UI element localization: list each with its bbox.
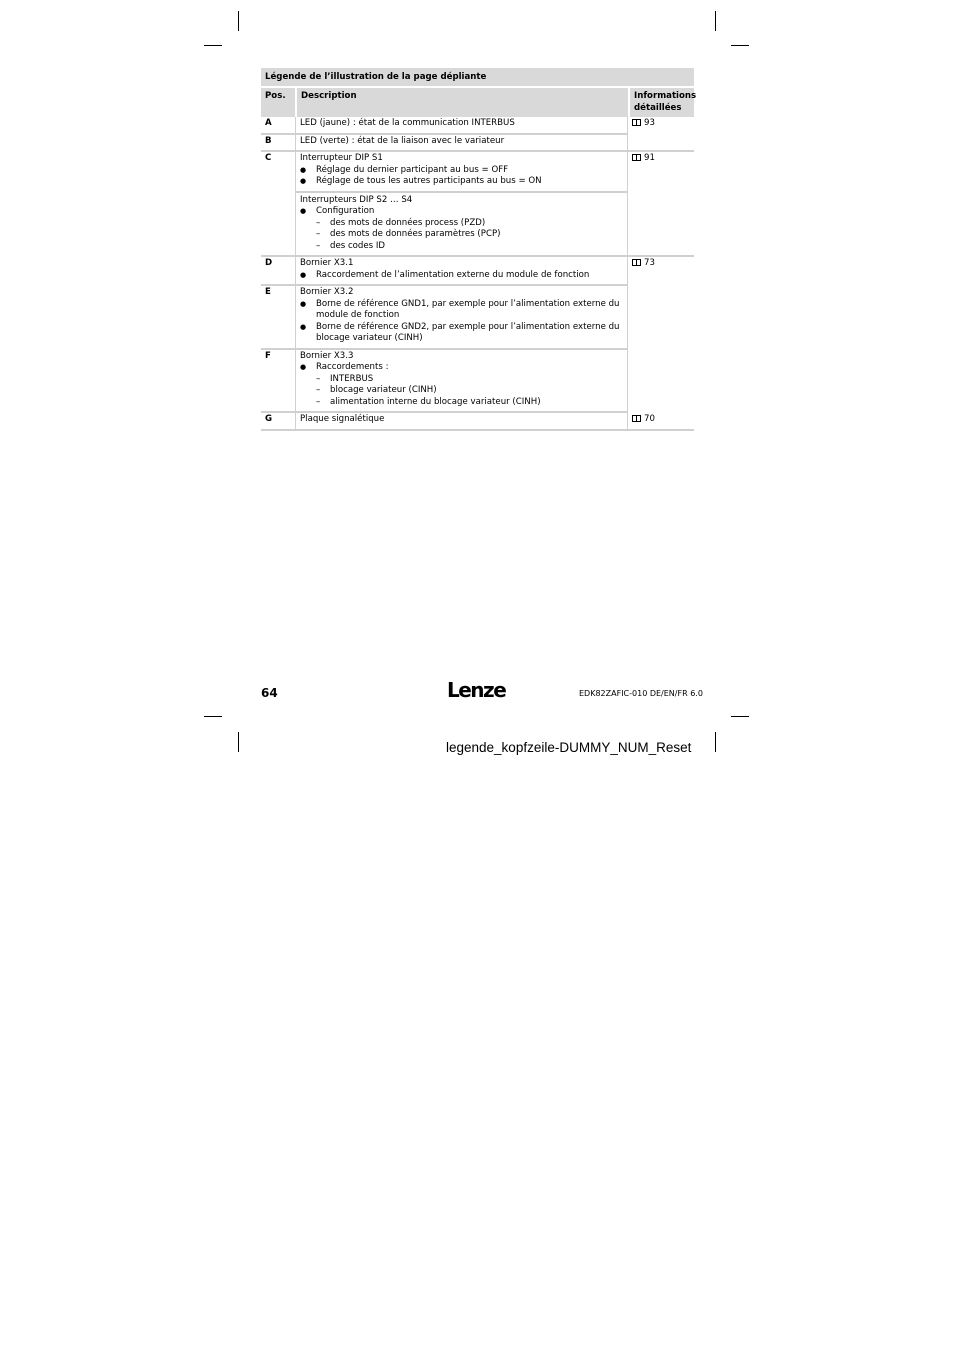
- legend-table: [261, 68, 697, 431]
- row-f-desc: [295, 350, 628, 414]
- header-info-line1: Informations: [634, 91, 697, 101]
- book-icon: [632, 154, 641, 161]
- row-a-ref-page: 93: [644, 118, 655, 128]
- book-icon: [632, 259, 641, 266]
- row-d-text: Bornier X3.1: [300, 258, 354, 268]
- crop-mark: [238, 732, 239, 752]
- row-c-pos: C: [261, 152, 295, 257]
- row-b-desc: LED (verte) : état de la liaison avec le variateur: [295, 135, 628, 153]
- list-item: [300, 206, 624, 252]
- crop-mark: [238, 11, 239, 31]
- list-item: ● Réglage de tous les autres participants au bus = ON: [300, 176, 624, 188]
- list-item-text: Raccordements :: [316, 362, 389, 372]
- crop-mark: [204, 716, 222, 717]
- row-c2-dashes: [300, 218, 624, 253]
- row-a-pos: A: [261, 117, 295, 135]
- row-c2-ref: [628, 193, 694, 258]
- row-g-pos: G: [261, 413, 295, 431]
- book-icon: [632, 119, 641, 126]
- row-f-bullets: [300, 362, 624, 408]
- row-b-pos: B: [261, 135, 295, 153]
- row-f-pos: F: [261, 350, 295, 414]
- row-a-ref: [628, 117, 694, 135]
- list-item: ● Réglage du dernier participant au bus = OFF: [300, 165, 624, 177]
- crop-mark: [731, 45, 749, 46]
- list-item: – alimentation interne du blocage variateur (CINH): [300, 397, 624, 409]
- crop-mark: [715, 732, 716, 752]
- header-description: Description: [295, 88, 628, 117]
- row-e-text: Bornier X3.2: [300, 287, 354, 297]
- book-icon: [632, 415, 641, 422]
- row-g-desc: Plaque signalétique: [295, 413, 628, 431]
- list-item: ● Raccordement de l’alimentation externe du module de fonction: [300, 270, 624, 282]
- row-c2-desc: [295, 193, 628, 258]
- row-g-ref-page: 70: [644, 414, 655, 424]
- header-info: [628, 88, 697, 117]
- row-c2-bullets: [300, 206, 624, 252]
- header-info-line2: détaillées: [634, 102, 682, 113]
- table-grid: [261, 88, 697, 431]
- row-f-dashes: [300, 374, 624, 409]
- row-d-ref: [628, 257, 694, 413]
- row-d-ref-page: 73: [644, 258, 655, 268]
- page-number: 64: [261, 686, 278, 700]
- crop-mark: [715, 11, 716, 31]
- list-item-text: Configuration: [316, 206, 375, 216]
- row-f-text: Bornier X3.3: [300, 350, 354, 361]
- row-d-pos: D: [261, 257, 295, 286]
- row-b-ref: [628, 135, 694, 153]
- list-item: – blocage variateur (CINH): [300, 385, 624, 397]
- table-title: Légende de l’illustration de la page dépliante: [261, 68, 694, 86]
- list-item: – des codes ID: [300, 241, 624, 253]
- lenze-logo: Lenze: [447, 678, 506, 702]
- row-c-desc: [295, 152, 628, 193]
- row-e-desc: [295, 286, 628, 350]
- list-item: – des mots de données process (PZD): [300, 218, 624, 230]
- layout-code: legende_kopfzeile-DUMMY_NUM_Reset: [446, 740, 692, 755]
- list-item: – INTERBUS: [300, 374, 624, 386]
- row-a-desc: LED (jaune) : état de la communication INTERBUS: [295, 117, 628, 135]
- row-d-bullets: [300, 270, 624, 282]
- crop-mark: [731, 716, 749, 717]
- row-e-bullets: [300, 299, 624, 345]
- row-c2-text: Interrupteurs DIP S2 … S4: [300, 194, 413, 205]
- list-item: ● Borne de référence GND2, par exemple pour l’alimentation externe du blocage variateur (CINH): [300, 322, 624, 345]
- list-item: [300, 362, 624, 408]
- list-item: ● Borne de référence GND1, par exemple pour l’alimentation externe du module de fonction: [300, 299, 624, 322]
- header-pos: Pos.: [261, 88, 295, 117]
- row-c-text: Interrupteur DIP S1: [300, 153, 383, 163]
- row-d-desc: [295, 257, 628, 286]
- row-g-ref: [628, 413, 694, 431]
- row-c-bullets: [300, 165, 624, 188]
- row-e-pos: E: [261, 286, 295, 350]
- row-c-ref: [628, 152, 694, 193]
- row-c-ref-page: 91: [644, 153, 655, 163]
- document-id: EDK82ZAFIC-010 DE/EN/FR 6.0: [579, 689, 703, 698]
- crop-mark: [204, 45, 222, 46]
- list-item: – des mots de données paramètres (PCP): [300, 229, 624, 241]
